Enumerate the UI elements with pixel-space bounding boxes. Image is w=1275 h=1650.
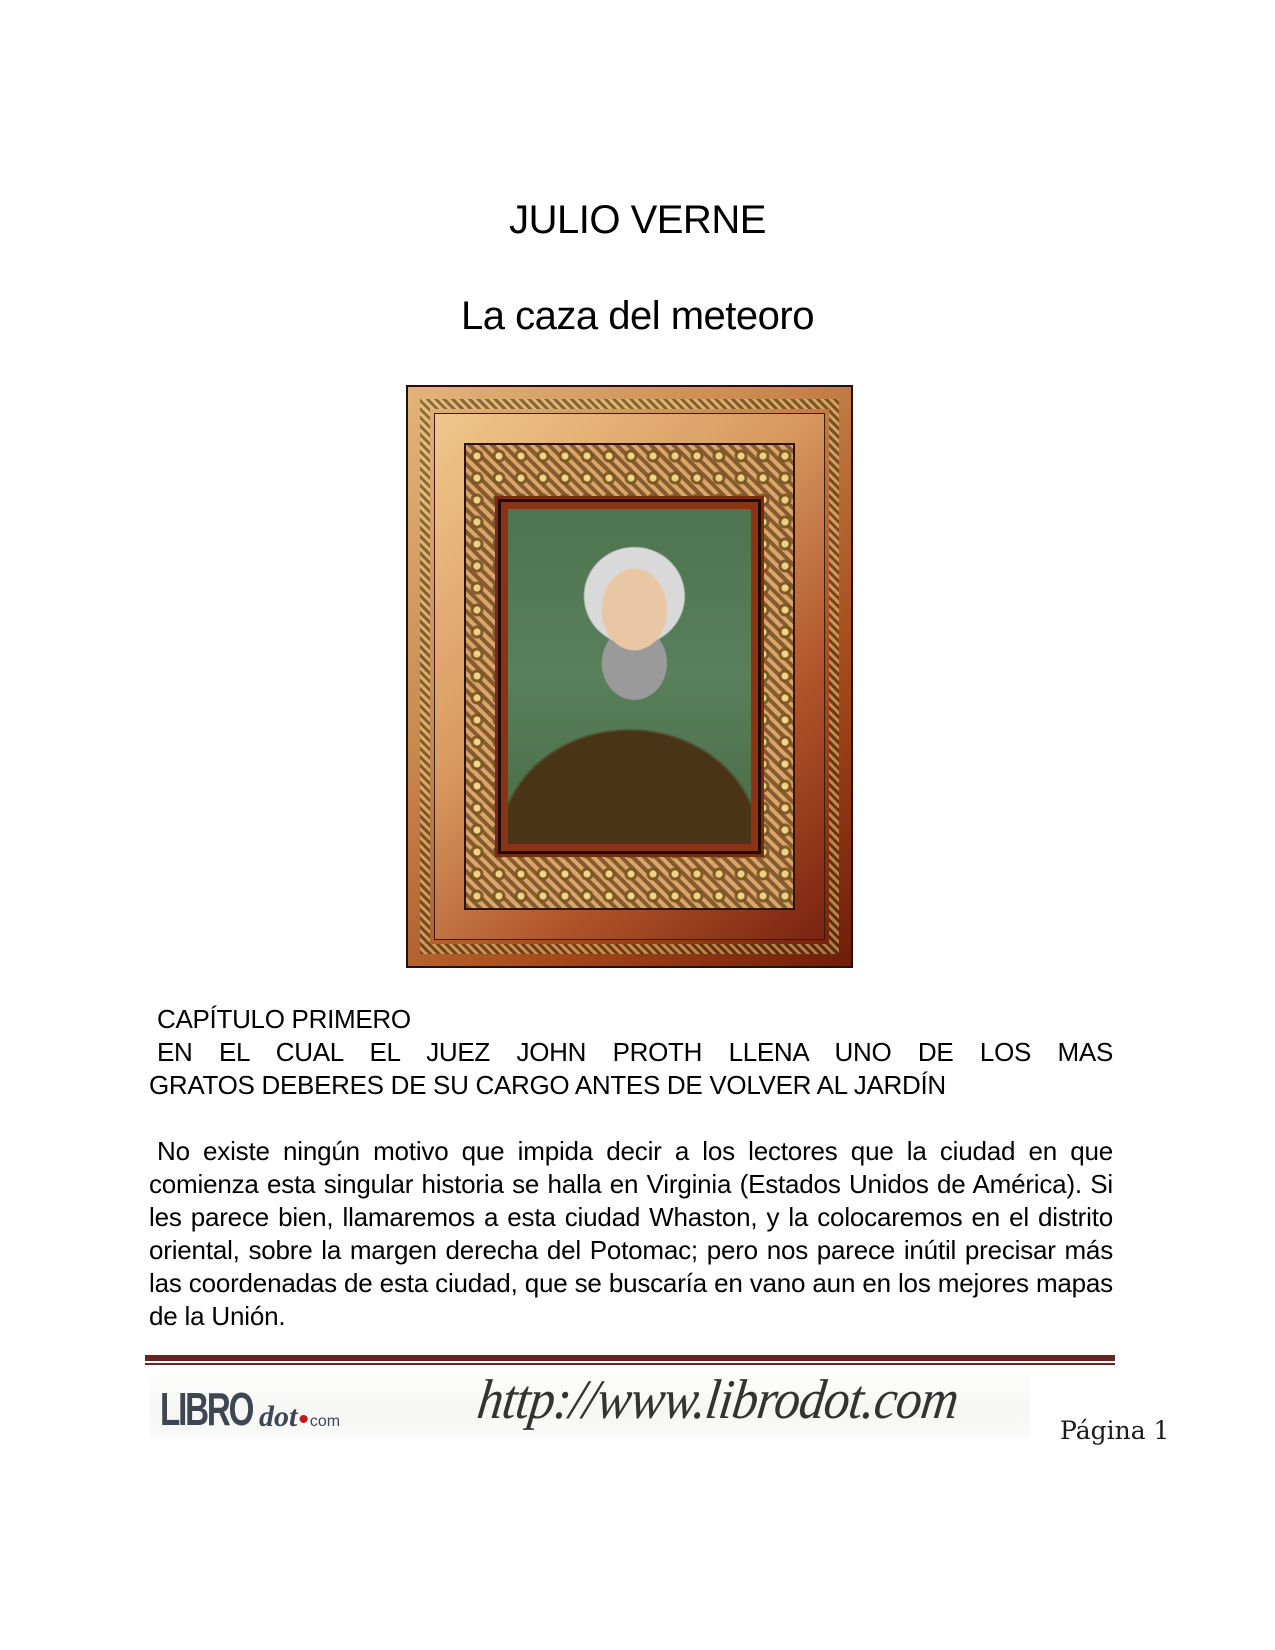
body-text <box>149 1135 1113 1333</box>
logo-bullet-icon: • <box>298 1403 309 1436</box>
chapter-description <box>149 1036 1113 1102</box>
librodot-logo[interactable] <box>160 1372 341 1436</box>
footer-url-link[interactable]: http://www.librodot.com <box>473 1369 962 1431</box>
logo-dot-text: dot <box>259 1400 298 1433</box>
book-title: La caza del meteoro <box>461 294 814 338</box>
footer-rule-thick <box>145 1355 1115 1361</box>
chapter-desc-line-2: GRATOS DEBERES DE SU CARGO ANTES DE VOLVER AL JARDÍN <box>149 1070 946 1100</box>
portrait-frame <box>406 385 853 968</box>
chapter-desc-line-1: EN EL CUAL EL JUEZ JOHN PROTH LLENA UNO DE LOS MAS <box>157 1037 1113 1067</box>
chapter-heading <box>149 1003 1113 1102</box>
page-number: Página 1 <box>1060 1416 1170 1445</box>
footer-rule-thin <box>145 1363 1115 1365</box>
logo-libro-text: LIBRO <box>160 1383 253 1435</box>
author-portrait-image <box>508 509 751 844</box>
author-title: JULIO VERNE <box>509 198 766 242</box>
logo-com-text: com <box>309 1413 341 1430</box>
paragraph: No existe ningún motivo que impida decir a los lectores que la ciudad en que comienza esta singular historia se halla en Virginia (Estados Unidos de América). Si les parece bien, llamaremos a esta ciudad Whaston, y la colocaremos en el distrito oriental, sobre la margen derecha del Potomac; pero nos parece inútil precisar más las coordenadas de esta ciudad, que se buscaría en vano aun en los mejores mapas de la Unión. <box>149 1136 1113 1331</box>
chapter-label: CAPÍTULO PRIMERO <box>157 1004 411 1034</box>
